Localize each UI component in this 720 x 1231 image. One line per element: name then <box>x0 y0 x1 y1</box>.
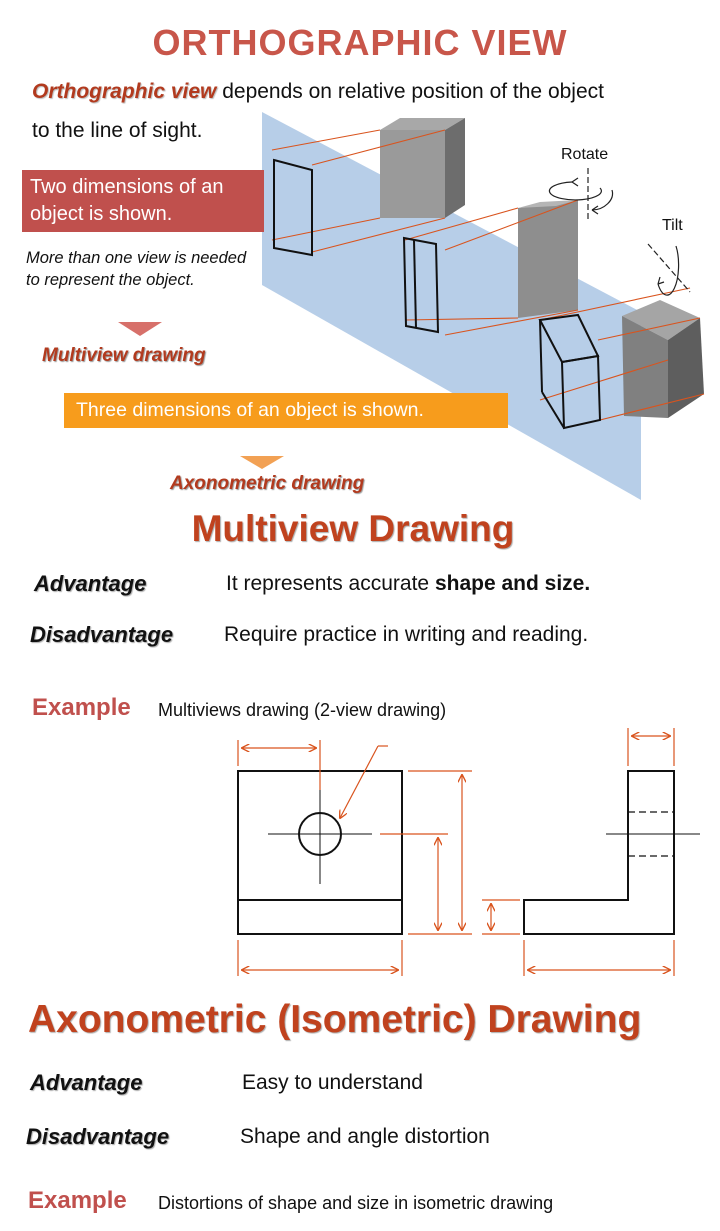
intro-line-2: to the line of sight. <box>32 119 203 142</box>
three-dimensions-box: Three dimensions of an object is shown. <box>64 393 508 428</box>
multiview-example-text: Multiviews drawing (2-view drawing) <box>158 700 447 720</box>
intro-line-1 <box>32 80 604 104</box>
note-line-2: to represent the object. <box>26 271 195 289</box>
axonometric-heading: Axonometric (Isometric) Drawing <box>28 998 642 1041</box>
side-view-outline <box>524 771 674 934</box>
multiview-heading: Multiview Drawing <box>191 508 515 549</box>
intro-term: Orthographic view <box>32 80 217 103</box>
advantage-text-part: It represents accurate <box>226 572 430 595</box>
axonometric-disadvantage-label: Disadvantage <box>26 1124 170 1149</box>
down-arrow-icon-2 <box>240 456 284 469</box>
multiview-disadvantage-text: Require practice in writing and reading. <box>224 623 589 646</box>
cube-side <box>445 118 465 218</box>
down-arrow-icon <box>118 322 162 336</box>
multiview-advantage-text <box>226 572 590 596</box>
two-dim-line-1: Two dimensions of an <box>30 176 224 198</box>
page-title: ORTHOGRAPHIC VIEW <box>152 22 568 63</box>
axonometric-disadvantage-text: Shape and angle distortion <box>240 1125 490 1148</box>
axonometric-advantage-label: Advantage <box>30 1070 143 1095</box>
multiview-disadvantage-label: Disadvantage <box>30 622 174 647</box>
multiview-drawing-label: Multiview drawing <box>42 345 206 366</box>
advantage-text-bold: shape and size. <box>434 572 591 595</box>
multiview-example-label: Example <box>32 694 131 721</box>
axonometric-drawing-label: Axonometric drawing <box>170 473 365 494</box>
tilt-label: Tilt <box>662 217 683 234</box>
two-dimensions-box <box>22 170 264 232</box>
multiview-advantage-label: Advantage <box>34 571 147 596</box>
two-view-drawing <box>0 720 720 990</box>
two-dim-line-2: object is shown. <box>30 203 173 225</box>
axonometric-example-label: Example <box>28 1187 127 1214</box>
axonometric-advantage-text: Easy to understand <box>242 1071 423 1094</box>
multiview-note <box>26 247 246 291</box>
axonometric-example-text: Distortions of shape and size in isometric drawing <box>158 1193 554 1213</box>
intro-rest: depends on relative position of the object <box>222 80 604 103</box>
cube-front <box>380 130 445 218</box>
rotate-label: Rotate <box>561 146 609 163</box>
note-line-1: More than one view is needed <box>26 249 247 267</box>
